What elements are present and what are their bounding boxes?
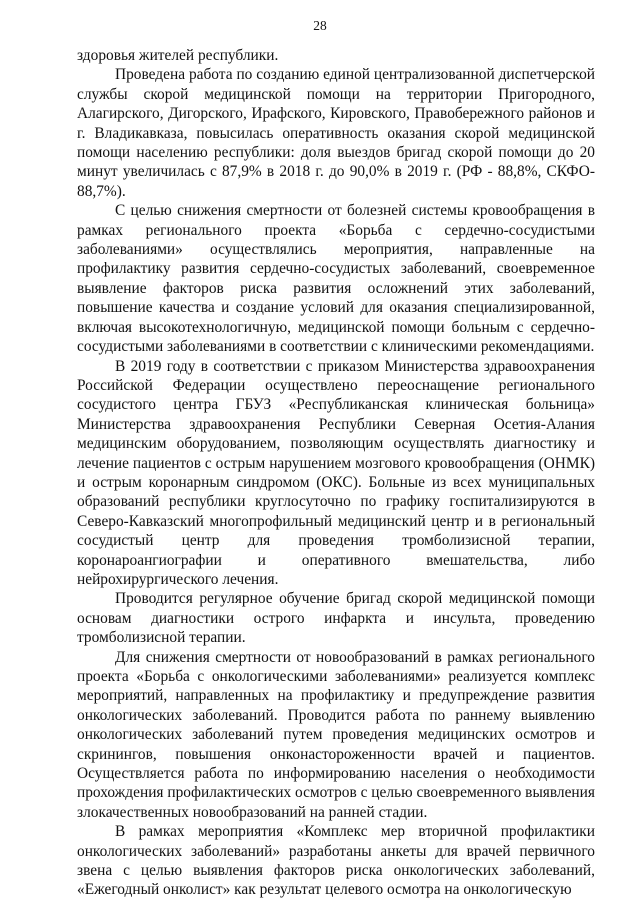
paragraph-vascular-center: В 2019 году в соответствии с приказом Министерства здравоохранения Российской Федерации осуществлено переоснащение регионального сосудистого центра ГБУЗ «Республиканская клиническая больница» Министерства здравоохранения Республики Северная Осетия-Алания медицинским оборудованием, позволяющим осуществлять диагностику и лечение пациентов с острым нарушением мозгового кровообращения (ОНМК) и острым коронарным синдромом (ОКС). Больные из всех муниципальных образований республики круглосуточно по графику госпитализируются в Северо-Кавказский многопрофильный медицинский центр и в региональный сосудистый центр для проведения тромболизисной терапии, коронароангиографии и оперативного вмешательства, либо нейрохирургического лечения. [77, 357, 595, 588]
paragraph-cardiovascular-project: С целью снижения смертности от болезней системы кровообращения в рамках регионального проекта «Борьба с сердечно-сосудистыми заболеваниями» осуществлялись мероприятия, направленные на профилактику развития сердечно-сосудистых заболеваний, своевременное выявление факторов риска развития осложнений этих заболеваний, повышение качества и создание условий для оказания специализированной, включая высокотехнологичную, медицинской помощи больным с сердечно-сосудистыми заболеваниями в соответствии с клиническими рекомендациями. [77, 202, 595, 356]
paragraph-secondary-prevention: В рамках мероприятия «Комплекс мер вторичной профилактики онкологических заболеваний» разработаны анкеты для врачей первичного звена с целью выявления факторов риска онкологических заболеваний, «Ежегодный онколист» как результат целевого осмотра на онкологическую [77, 823, 595, 899]
paragraph-continuation: здоровья жителей республики. [77, 47, 279, 64]
document-body [77, 46, 595, 900]
page-number: 28 [313, 18, 327, 33]
paragraph-ambulance-training: Проводится регулярное обучение бригад скорой медицинской помощи основам диагностики острого инфаркта и инсульта, проведению тромболизисной терапии. [77, 590, 595, 647]
paragraph-dispatch-service: Проведена работа по созданию единой централизованной диспетчерской службы скорой медицинской помощи на территории Пригородного, Алагирского, Дигорского, Ирафского, Кировского, Правобережного районов и г. Владикавказа, повысилась оперативность оказания скорой медицинской помощи населению республики: доля выездов бригад скорой помощи до 20 минут увеличилась с 87,9% в 2018 г. до 90,0% в 2019 г. (РФ - 88,8%, СКФО- 88,7%). [77, 66, 595, 200]
paragraph-oncology-project: Для снижения смертности от новообразований в рамках регионального проекта «Борьба с онкологическими заболеваниями» реализуется комплекс мероприятий, направленных на профилактику и предупреждение развития онкологических заболеваний. Проводится работа по раннему выявлению онкологических заболеваний путем проведения медицинских осмотров и скринингов, повышения онконастороженности врачей и пациентов. Осуществляется работа по информированию населения о необходимости прохождения профилактических осмотров с целью своевременного выявления злокачественных новообразований на ранней стадии. [77, 648, 595, 821]
